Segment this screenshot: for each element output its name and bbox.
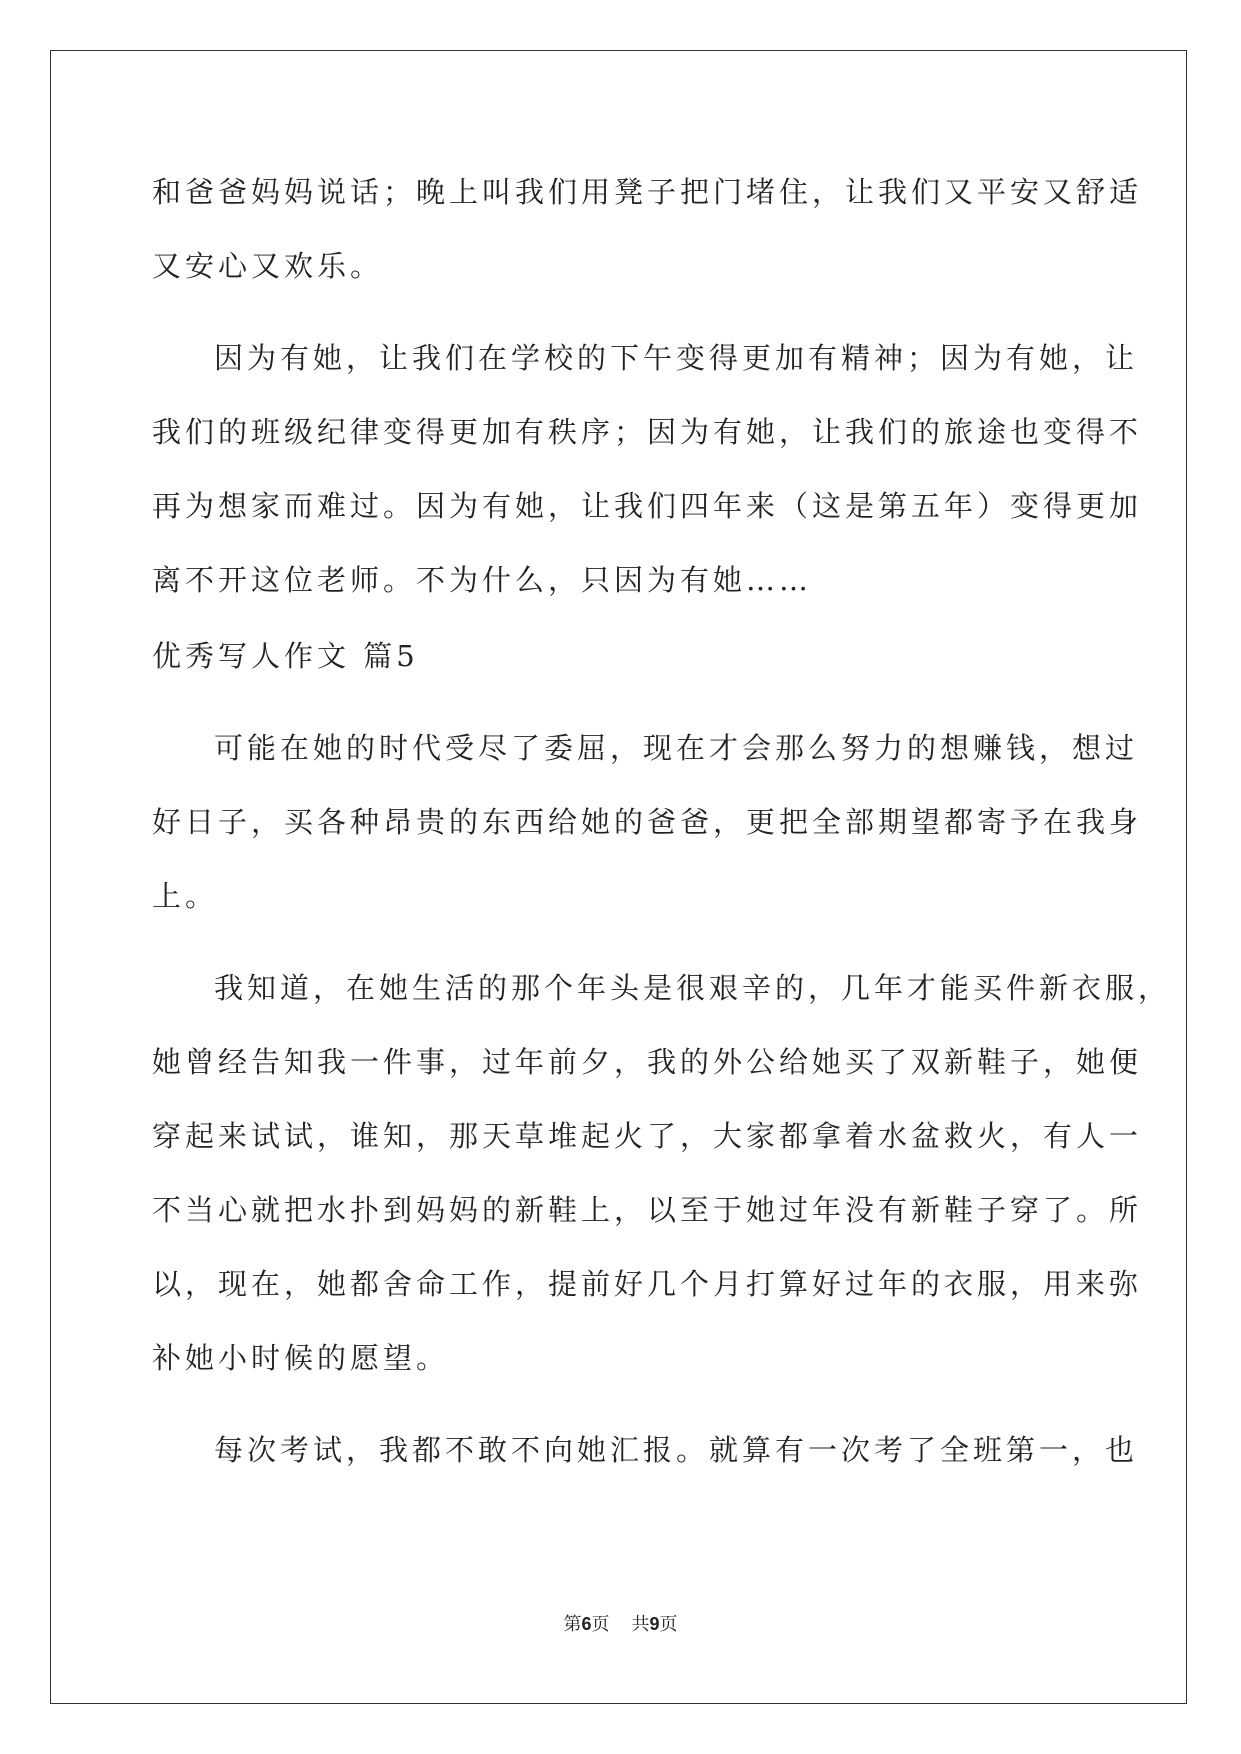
total-pages: 9 <box>649 1614 660 1634</box>
page-label-prefix: 第 <box>563 1614 582 1635</box>
paragraph-first-line: 可能在她的时代受尽了委屈，现在才会那么努力的想赚钱，想过 <box>214 731 1139 765</box>
body-line: 又安心又欢乐。 <box>152 249 384 283</box>
body-line: 离不开这位老师。不为什么，只因为有她…… <box>152 563 813 597</box>
body-line: 我们的班级纪律变得更加有秩序；因为有她，让我们的旅途也变得不 <box>152 415 1143 449</box>
paragraph-first-line: 我知道，在她生活的那个年头是很艰辛的，几年才能买件新衣服， <box>214 971 1172 1005</box>
body-line: 和爸爸妈妈说话；晚上叫我们用凳子把门堵住，让我们又平安又舒适 <box>152 175 1143 209</box>
page-label-suffix: 页 <box>591 1614 610 1635</box>
body-line: 补她小时候的愿望。 <box>152 1341 450 1375</box>
total-label-prefix: 共 <box>631 1614 650 1635</box>
body-line: 再为想家而难过。因为有她，让我们四年来（这是第五年）变得更加 <box>152 489 1143 523</box>
section-heading: 优秀写人作文 篇5 <box>152 639 419 673</box>
page-footer <box>0 1610 1241 1636</box>
body-line: 以，现在，她都舍命工作，提前好几个月打算好过年的衣服，用来弥 <box>152 1267 1143 1301</box>
total-label-suffix: 页 <box>659 1614 678 1635</box>
body-line: 上。 <box>152 879 219 913</box>
paragraph-first-line: 每次考试，我都不敢不向她汇报。就算有一次考了全班第一，也 <box>214 1433 1139 1467</box>
body-line: 她曾经告知我一件事，过年前夕，我的外公给她买了双新鞋子，她便 <box>152 1045 1143 1079</box>
body-line: 穿起来试试，谁知，那天草堆起火了，大家都拿着水盆救火，有人一 <box>152 1119 1143 1153</box>
paragraph-first-line: 因为有她，让我们在学校的下午变得更加有精神；因为有她，让 <box>214 341 1139 375</box>
body-line: 不当心就把水扑到妈妈的新鞋上，以至于她过年没有新鞋子穿了。所 <box>152 1193 1143 1227</box>
body-line: 好日子，买各种昂贵的东西给她的爸爸，更把全部期望都寄予在我身 <box>152 805 1143 839</box>
page-number: 6 <box>581 1614 592 1634</box>
